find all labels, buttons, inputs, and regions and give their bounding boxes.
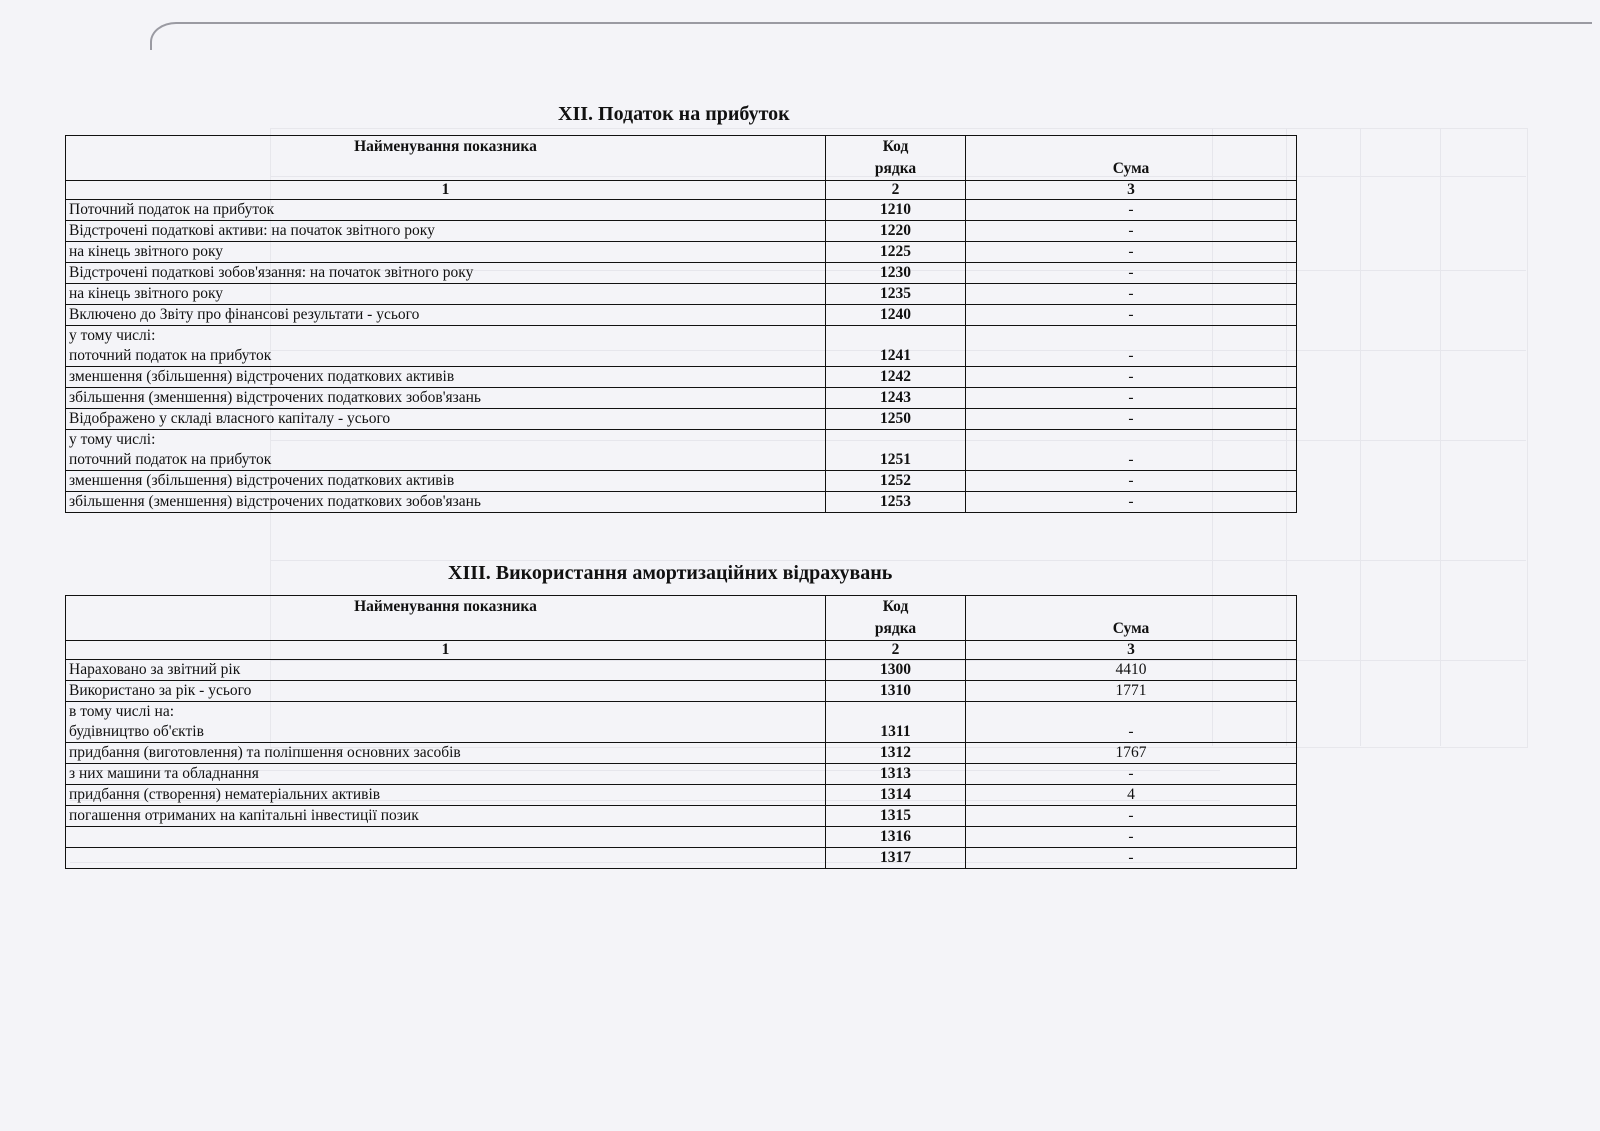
header-name: Найменування показника — [66, 596, 826, 641]
column-number-row: 1 2 3 — [66, 641, 1297, 660]
section-12-title: XII. Податок на прибуток — [558, 103, 790, 125]
table-row: придбання (виготовлення) та поліпшення основних засобів 1312 1767 — [66, 743, 1297, 764]
table-row: Нараховано за звітний рік 1300 4410 — [66, 660, 1297, 681]
depreciation-usage-table — [65, 595, 1297, 869]
table-row: збільшення (зменшення) відстрочених податкових зобов'язань 1243 - — [66, 388, 1297, 409]
table-row: Відстрочені податкові активи: на початок звітного року 1220 - — [66, 221, 1297, 242]
table-row: на кінець звітного року 1225 - — [66, 242, 1297, 263]
table-header-row — [66, 136, 1297, 181]
section-13-title: XIII. Використання амортизаційних відрахувань — [448, 562, 893, 584]
header-sum: Сума — [966, 136, 1297, 181]
header-sum: Сума — [966, 596, 1297, 641]
header-code: Код рядка — [826, 136, 966, 181]
table-row: Поточний податок на прибуток 1210 - — [66, 200, 1297, 221]
table-row: погашення отриманих на капітальні інвестиції позик 1315 - — [66, 806, 1297, 827]
table-header-row — [66, 596, 1297, 641]
table-row: у тому числі: поточний податок на прибуток 1251 - — [66, 430, 1297, 471]
table-row: Включено до Звіту про фінансові результати - усього 1240 - — [66, 305, 1297, 326]
table-row: зменшення (збільшення) відстрочених податкових активів 1252 - — [66, 471, 1297, 492]
table-row: на кінець звітного року 1235 - — [66, 284, 1297, 305]
column-number-row: 1 2 3 — [66, 181, 1297, 200]
header-code: Код рядка — [826, 596, 966, 641]
table-row: придбання (створення) нематеріальних активів 1314 4 — [66, 785, 1297, 806]
table-row: 1317 - — [66, 848, 1297, 869]
table-row: Відображено у складі власного капіталу - усього 1250 - — [66, 409, 1297, 430]
table-row: Використано за рік - усього 1310 1771 — [66, 681, 1297, 702]
header-name: Найменування показника — [66, 136, 826, 181]
table-row: 1316 - — [66, 827, 1297, 848]
table-row: Відстрочені податкові зобов'язання: на початок звітного року 1230 - — [66, 263, 1297, 284]
table-row: в тому числі на: будівництво об'єктів 1311 - — [66, 702, 1297, 743]
table-row: збільшення (зменшення) відстрочених податкових зобов'язань 1253 - — [66, 492, 1297, 513]
table-row: зменшення (збільшення) відстрочених податкових активів 1242 - — [66, 367, 1297, 388]
income-tax-table — [65, 135, 1297, 513]
page-edge — [150, 22, 1592, 50]
table-row: з них машини та обладнання 1313 - — [66, 764, 1297, 785]
table-row: у тому числі: поточний податок на прибуток 1241 - — [66, 326, 1297, 367]
